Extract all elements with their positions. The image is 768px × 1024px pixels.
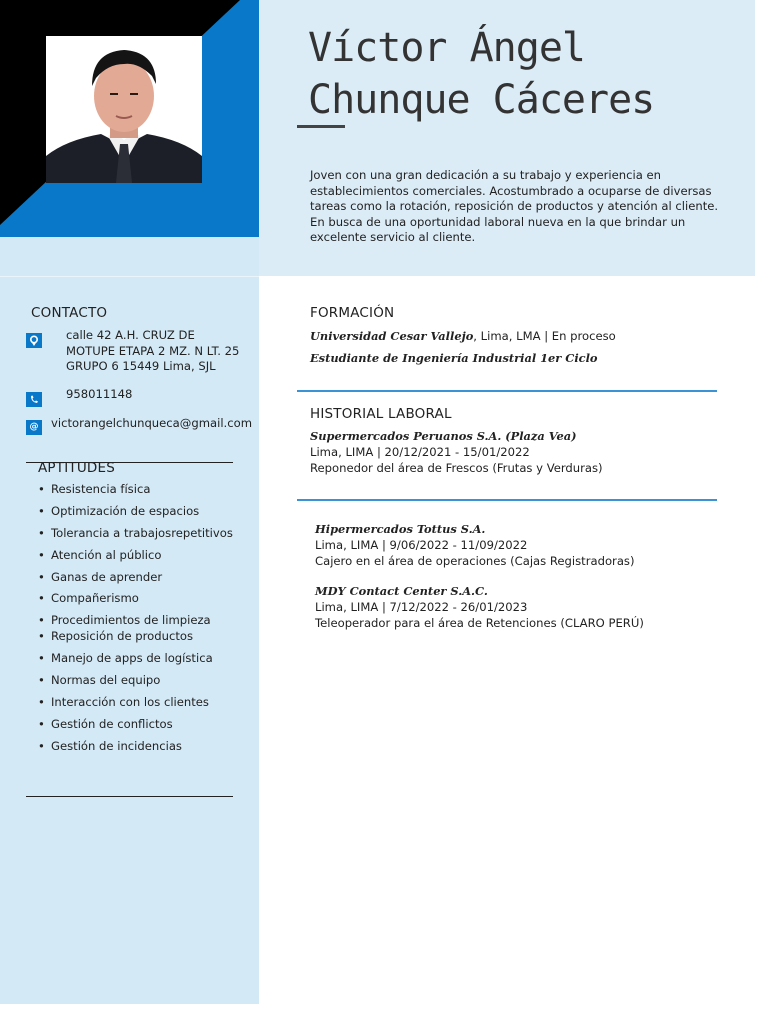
contact-email[interactable]: victorangelchunqueca@gmail.com: [51, 416, 253, 430]
education-line: [310, 328, 616, 344]
skill-item: • Tolerancia a trabajosrepetitivos: [38, 526, 233, 548]
skill-item: • Resistencia física: [38, 482, 233, 504]
skill-item: • Ganas de aprender: [38, 570, 233, 592]
section-divider: [297, 390, 717, 392]
contact-title: CONTACTO: [31, 305, 108, 321]
job-role: Cajero en el área de operaciones (Cajas Registradoras): [315, 554, 635, 568]
avatar-icon: [46, 36, 202, 183]
education-location-status: , Lima, LMA | En proceso: [473, 329, 616, 343]
skill-item: • Gestión de incidencias: [38, 739, 233, 761]
job-entry: [315, 521, 634, 569]
email-icon: @: [26, 420, 42, 435]
job-role: Teleoperador para el área de Retenciones (CLARO PERÚ): [315, 616, 644, 630]
skill-item: • Reposición de productos: [38, 629, 233, 651]
job-details: Lima, LIMA | 7/12/2022 - 26/01/2023: [315, 600, 528, 614]
candidate-name: [308, 22, 654, 126]
skills-list: [38, 482, 233, 761]
job-company: Supermercados Peruanos S.A. (Plaza Vea): [310, 429, 577, 443]
skill-item: • Compañerismo: [38, 591, 233, 613]
job-company: MDY Contact Center S.A.C.: [315, 584, 488, 598]
contact-address: calle 42 A.H. CRUZ DE MOTUPE ETAPA 2 MZ. N LT. 25 GRUPO 6 15449 Lima, SJL: [66, 328, 240, 374]
skill-item: • Normas del equipo: [38, 673, 233, 695]
skill-item: • Procedimientos de limpieza: [38, 613, 233, 629]
job-details: Lima, LIMA | 20/12/2021 - 15/01/2022: [310, 445, 530, 459]
skills-title: APTITUDES: [38, 460, 116, 476]
skill-item: • Gestión de conflictos: [38, 717, 233, 739]
skill-item: • Manejo de apps de logística: [38, 651, 233, 673]
job-company: Hipermercados Tottus S.A.: [315, 522, 486, 536]
section-divider: [297, 499, 717, 501]
work-title: HISTORIAL LABORAL: [310, 406, 452, 422]
name-line-1: Víctor Ángel: [308, 25, 585, 71]
education-institution: Universidad Cesar Vallejo: [310, 329, 474, 343]
profile-summary: Joven con una gran dedicación a su trabajo y experiencia en establecimientos comerciales. Acostumbrado a ocuparse de diversas tareas como la rotación, reposición de productos y atención al cliente. En busca de una oportunidad laboral nueva en la que brindar un excelente servicio al cliente.: [310, 168, 719, 245]
job-entry: [315, 583, 644, 631]
header-divider: [0, 276, 259, 277]
job-role: Reponedor del área de Frescos (Frutas y Verduras): [310, 461, 603, 475]
job-entry: [310, 428, 603, 476]
name-line-2: Chunque Cáceres: [308, 77, 655, 123]
skills-divider-bottom: [26, 796, 233, 797]
job-details: Lima, LIMA | 9/06/2022 - 11/09/2022: [315, 538, 528, 552]
profile-photo: [46, 36, 202, 183]
skill-item: • Optimización de espacios: [38, 504, 233, 526]
education-degree: Estudiante de Ingeniería Industrial 1er Ciclo: [310, 351, 598, 365]
phone-icon: [26, 392, 42, 407]
education-title: FORMACIÓN: [310, 305, 395, 321]
photo-frame: [0, 0, 259, 237]
location-icon: [26, 333, 42, 348]
contact-phone: 958011148: [66, 387, 133, 401]
skill-item: • Interacción con los clientes: [38, 695, 233, 717]
skill-item: • Atención al público: [38, 548, 233, 570]
name-underline: [297, 125, 345, 128]
